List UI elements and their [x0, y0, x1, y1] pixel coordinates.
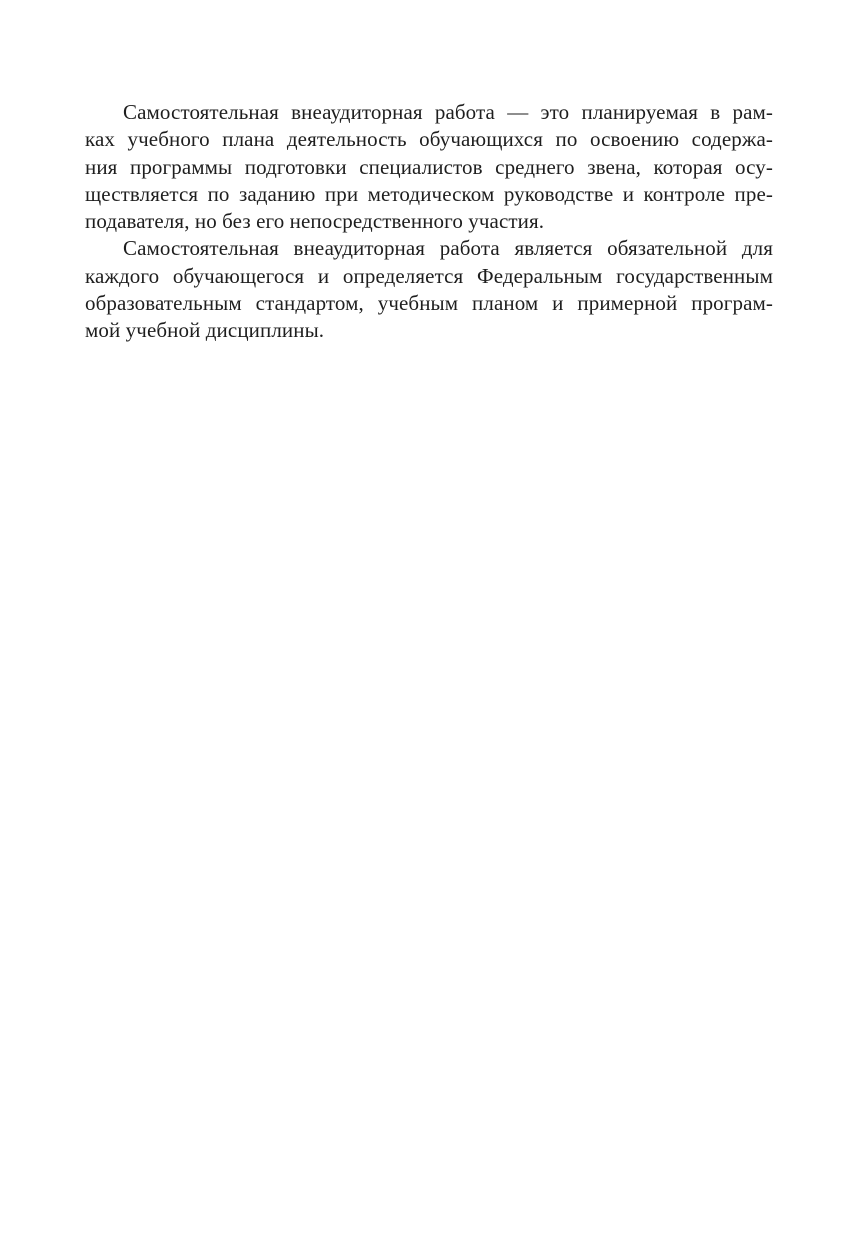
text-line: образовательным стандартом, учебным планом и примерной програм- [85, 291, 773, 316]
text-block [85, 99, 773, 345]
text-line: мой учебной дисциплины. [85, 318, 325, 343]
text-line: ках учебного плана деятельность обучающихся по освоению содержа- [85, 127, 773, 152]
text-line: подавателя, но без его непосредственного участия. [85, 209, 545, 234]
text-line: ществляется по заданию при методическом руководстве и контроле пре- [85, 181, 773, 206]
text-line: Самостоятельная внеаудиторная работа — это планируемая в рам- [123, 100, 773, 124]
text-line: ния программы подготовки специалистов среднего звена, которая осу- [85, 154, 773, 179]
paragraph [85, 99, 773, 235]
text-line: Самостоятельная внеаудиторная работа является обязательной для [123, 236, 773, 261]
text-line: каждого обучающегося и определяется Федеральным государственным [85, 263, 773, 288]
paragraph [85, 235, 773, 344]
